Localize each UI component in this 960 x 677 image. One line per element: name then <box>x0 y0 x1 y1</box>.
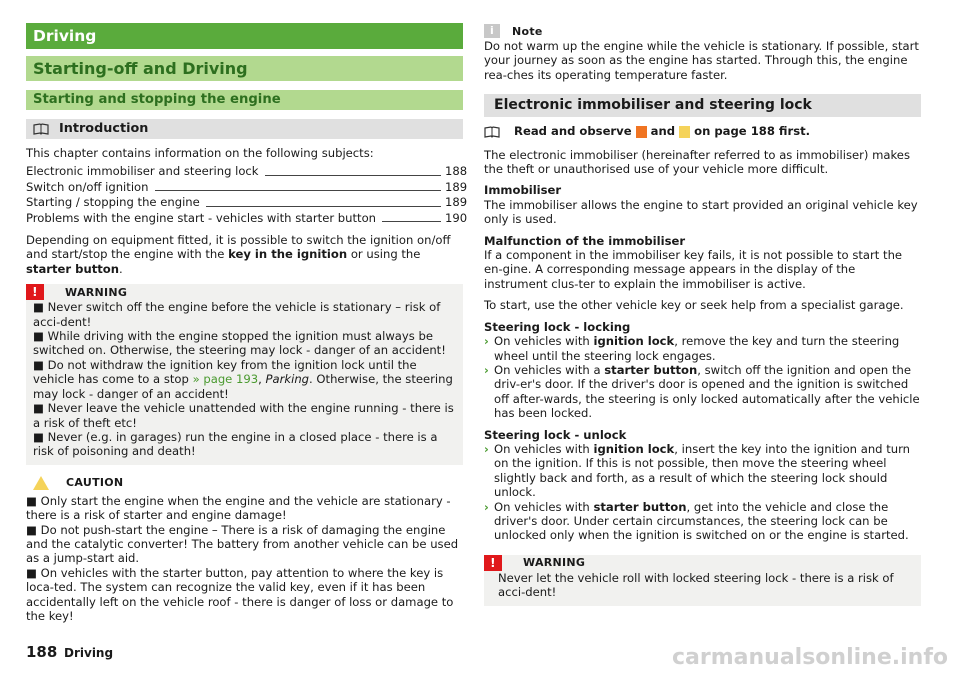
warning-box <box>26 284 463 464</box>
caution-symbol-icon[interactable] <box>679 126 690 138</box>
book-icon <box>484 126 500 138</box>
list-item: › On vehicles with ignition lock, remove the key and turn the steering wheel until the steering lock engages. <box>484 334 900 363</box>
toc-row[interactable]: Starting / stopping the engine 189 <box>26 195 468 210</box>
page-number: 188 <box>26 643 58 661</box>
caution-line: ■ On vehicles with the starter button, pay attention to where the key is loca-ted. The system can recognize the valid key, even if it has been accidentally left on the vehicle roof - there is danger of loss or damage to the key! <box>26 565 454 623</box>
note-header: i Note <box>484 23 921 39</box>
introduction-heading: Introduction <box>26 119 463 139</box>
body-text: If a component in the immobiliser key fails, it is not possible to start the en-gine. A corresponding message appears in the display of the instrument clus-ter to explain the immobiliser is active. <box>484 248 903 291</box>
exclamation-icon: ! <box>26 284 44 300</box>
section-title: Electronic immobiliser and steering lock <box>484 94 921 117</box>
footer-label: Driving <box>64 646 114 660</box>
warning-line: ■ Never leave the vehicle unattended with the engine running - there is a risk of theft etc! <box>33 401 454 430</box>
warning-box <box>484 555 921 606</box>
warning-line: ■ Never (e.g. in garages) run the engine in a closed place - there is a risk of poisoning and death! <box>33 429 438 459</box>
warning-header: ! WARNING <box>484 555 921 571</box>
immobiliser-heading: Immobiliser <box>484 183 562 198</box>
warning-line: ■ While driving with the engine stopped the ignition must always be switched on. Otherwise, the steering may lock - danger of an accident! <box>33 329 446 358</box>
toc-row[interactable]: Problems with the engine start - vehicles with starter button 190 <box>26 210 468 225</box>
caution-line: ■ Only start the engine when the engine and the vehicle are stationary - there is a risk of starter and engine damage! <box>26 493 451 523</box>
book-icon <box>33 123 49 135</box>
body-text: The immobiliser allows the engine to start provided an original vehicle key only is used. <box>484 197 918 227</box>
depending-text: Depending on equipment fitted, it is possible to switch the ignition on/off and start/stop the engine with the key in the ignition or using the starter button. <box>26 233 451 276</box>
watermark: carmanualsonline.info <box>672 645 948 670</box>
warning-symbol-icon[interactable] <box>636 126 647 138</box>
toc-row[interactable]: Electronic immobiliser and steering lock 188 <box>26 164 468 179</box>
warning-line: Never let the vehicle roll with locked steering lock - there is a risk of acci-dent! <box>498 570 894 600</box>
info-icon: i <box>484 24 500 38</box>
warning-header: ! WARNING <box>26 284 463 300</box>
malfunction-heading: Malfunction of the immobiliser <box>484 233 686 248</box>
exclamation-icon: ! <box>484 555 502 571</box>
warning-line: ■ Never switch off the engine before the vehicle is stationary – risk of acci-dent! <box>33 300 441 329</box>
unlock-heading: Steering lock - unlock <box>484 427 627 442</box>
section-heading: Starting-off and Driving <box>26 56 463 81</box>
intro-text: This chapter contains information on the following subjects: <box>26 146 374 160</box>
caution-box <box>26 475 463 624</box>
right-column <box>484 23 921 606</box>
chapter-heading: Driving <box>26 23 463 49</box>
subsection-heading: Starting and stopping the engine <box>26 90 463 110</box>
list-item: › On vehicles with starter button, get into the vehicle and close the driver's door. Under certain circumstances, the steering lock can be unlocked only when the ignition is switched on or the engine is started. <box>484 499 909 543</box>
list-item: › On vehicles with a starter button, switch off the ignition and open the driv-er's door. If the driver's door is opened and the ignition is switched off after-wards, the steering is only locked automatically after the vehicle has been locked. <box>484 362 920 421</box>
body-text: To start, use the other vehicle key or seek help from a specialist garage. <box>484 298 904 313</box>
caution-header: CAUTION <box>26 475 463 491</box>
warning-triangle-icon <box>32 475 50 491</box>
table-of-contents <box>26 164 468 226</box>
toc-row[interactable]: Switch on/off ignition 189 <box>26 179 468 194</box>
locking-heading: Steering lock - locking <box>484 319 631 334</box>
warning-line: ■ Do not withdraw the ignition key from the ignition lock until the vehicle has come to a stop » page 193, Parking. Otherwise, the steering may lock - danger of an accident! <box>33 357 453 401</box>
caution-line: ■ Do not push-start the engine – There is a risk of damaging the engine and the catalytic converter! The battery from another vehicle can be used as a jump-start aid. <box>26 522 459 566</box>
body-text: The electronic immobiliser (hereinafter referred to as immobiliser) makes the theft or unauthorised use of your vehicle more difficult. <box>484 147 910 177</box>
note-text: Do not warm up the engine while the vehicle is stationary. If possible, start your journey as soon as the engine has started. Through this, the engine rea-ches its operating temperature faster. <box>484 39 919 82</box>
left-column <box>26 23 468 623</box>
read-observe: Read and observe and on page 188 first. <box>484 124 921 138</box>
page-link[interactable]: » page 193 <box>192 372 259 387</box>
list-item: › On vehicles with ignition lock, insert the key into the ignition and turn on the ignition. If this is not possible, then move the steering wheel slightly back and forth, as a result of which the steering lock should unlock. <box>484 441 911 500</box>
